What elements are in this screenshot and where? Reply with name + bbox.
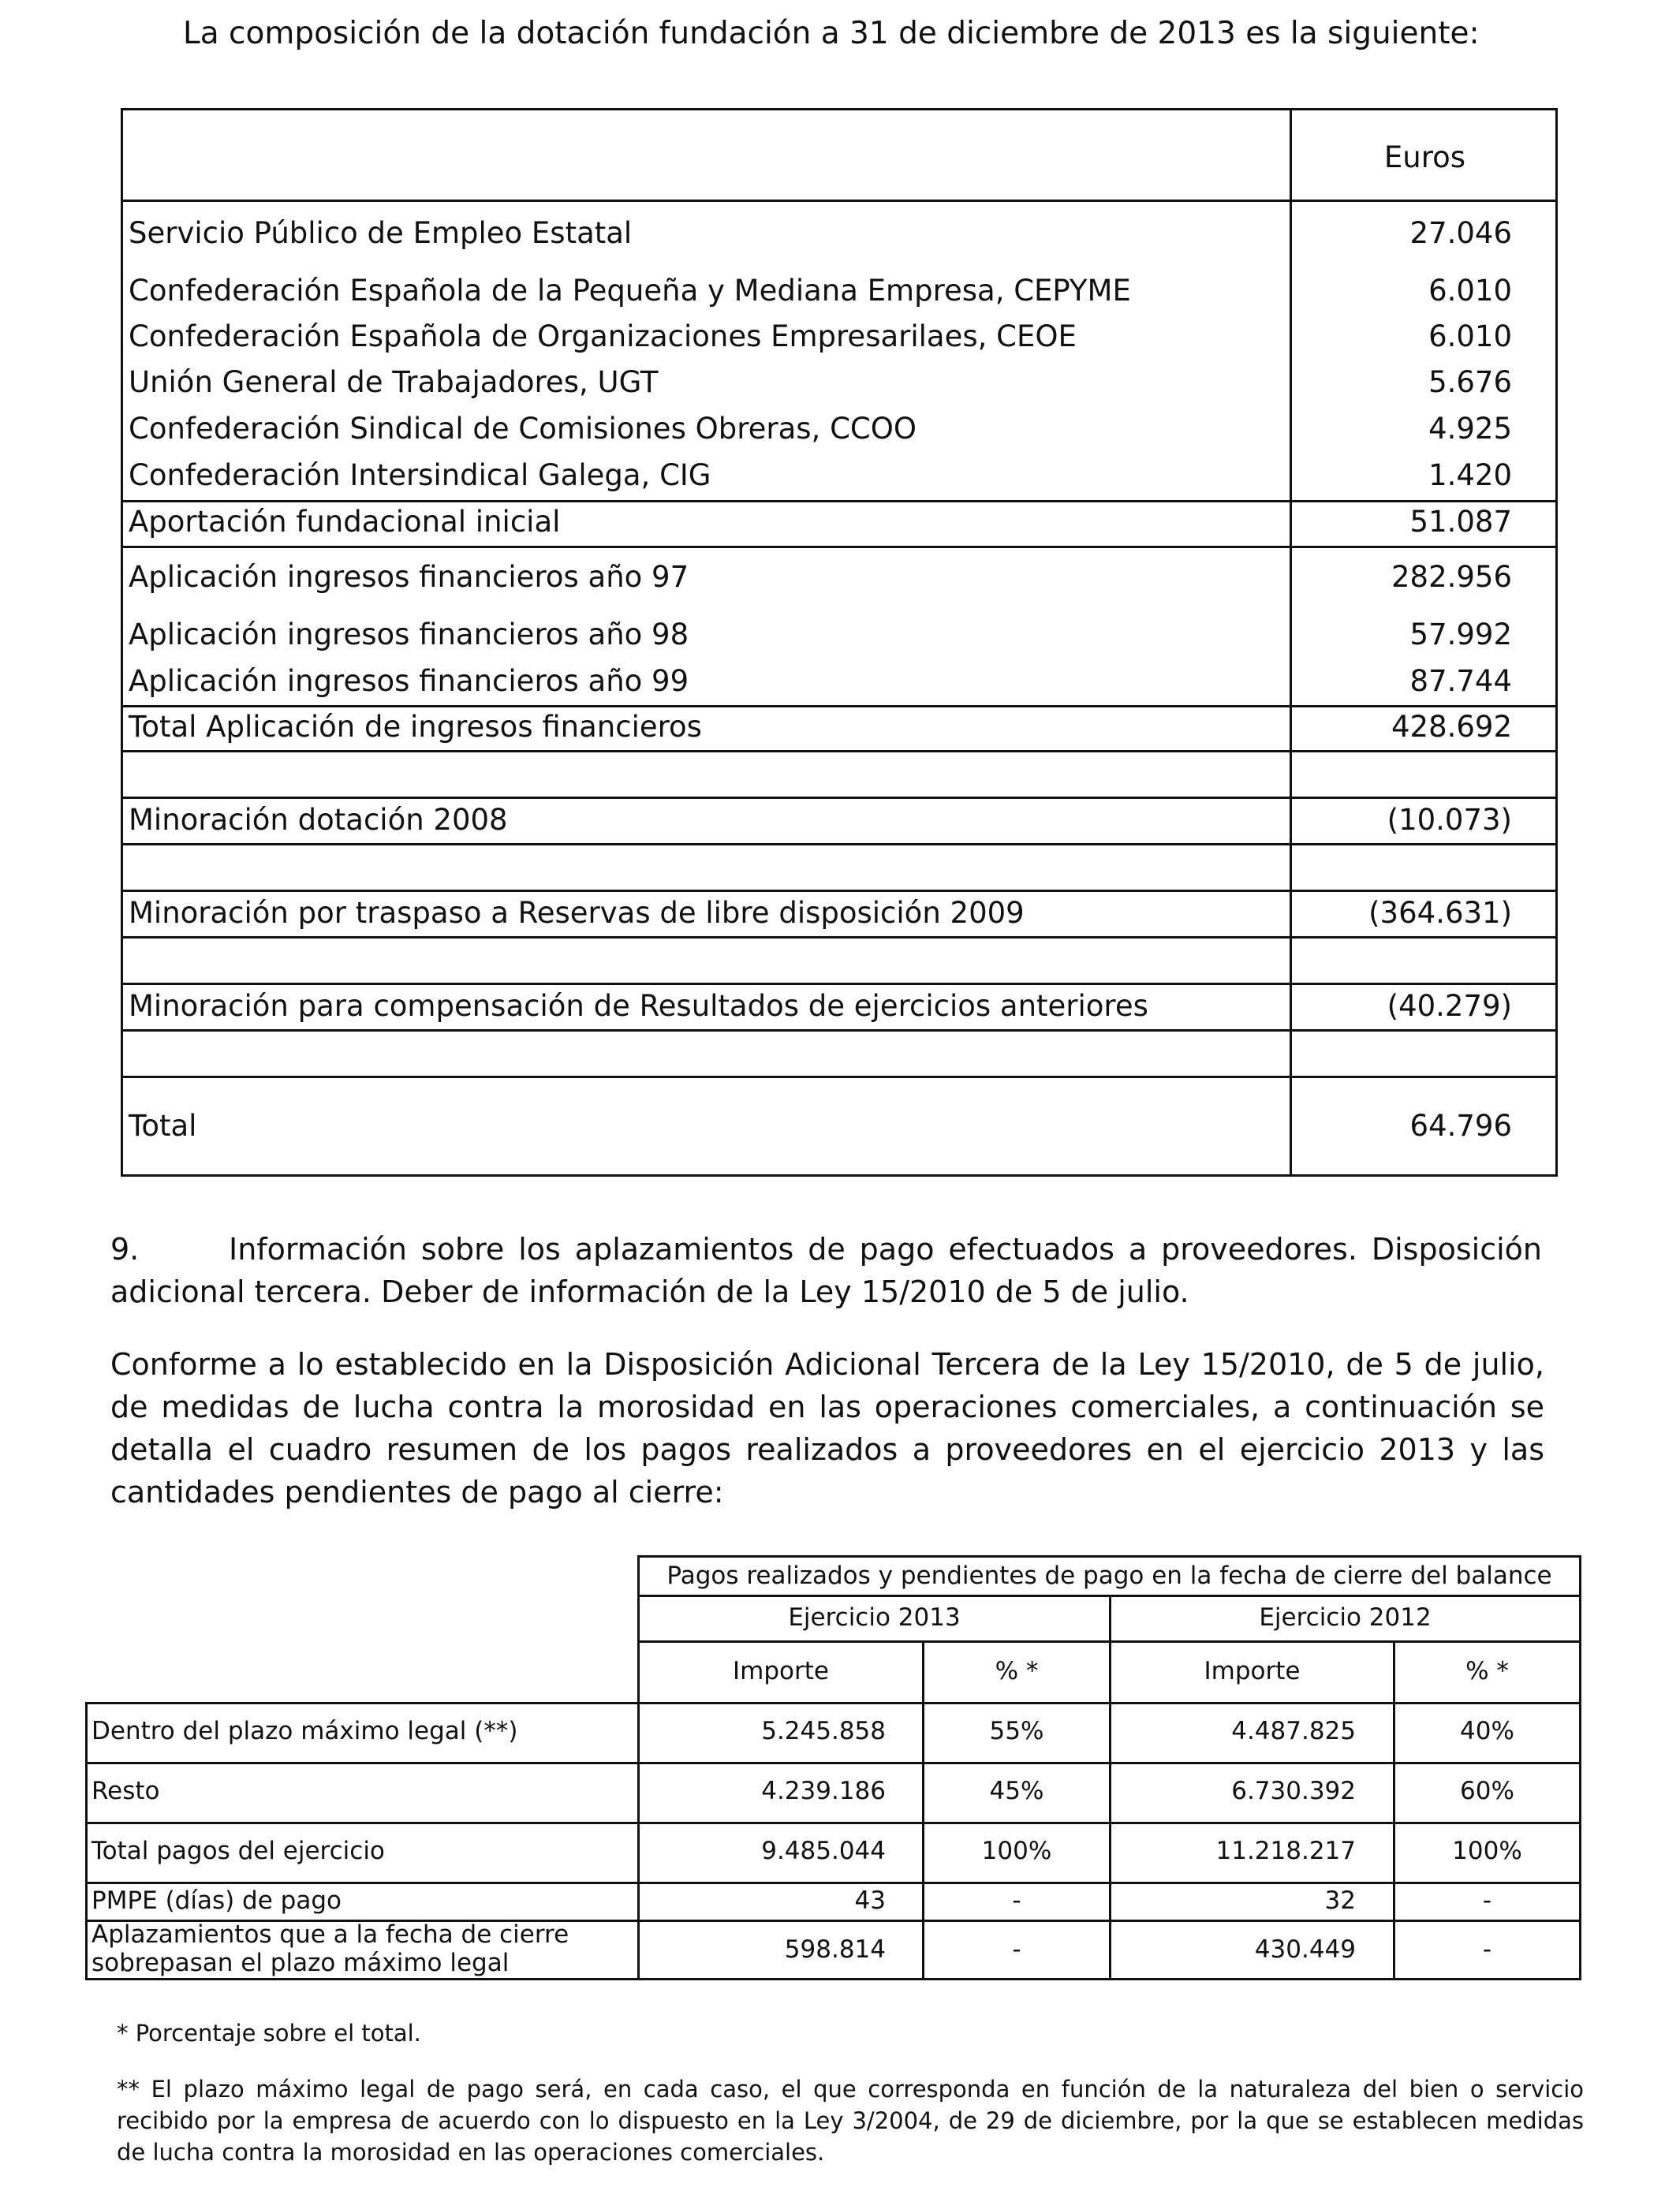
- row-label-line1: Aplazamientos que a la fecha de cierre: [91, 1920, 569, 1949]
- table-row-label: Aplicación ingresos financieros año 98: [129, 618, 689, 651]
- row-label: Resto: [91, 1777, 160, 1805]
- grid-line: [85, 1978, 1581, 1980]
- row-divider: [123, 200, 1555, 202]
- row-divider: [123, 1029, 1555, 1032]
- year-header-2013: Ejercicio 2013: [788, 1603, 961, 1632]
- table-row-label: Confederación Sindical de Comisiones Obreras, CCOO: [129, 412, 917, 446]
- pct-2012: 60%: [1460, 1777, 1514, 1805]
- pct-2012: 40%: [1460, 1717, 1514, 1745]
- table-row-value: 87.744: [1409, 664, 1512, 698]
- row-divider: [123, 750, 1555, 752]
- table-row-label: Minoración dotación 2008: [129, 803, 508, 837]
- footnote-1: * Porcentaje sobre el total.: [117, 2020, 421, 2047]
- table-row-label: Confederación Española de Organizaciones Empresarilaes, CEOE: [129, 319, 1077, 353]
- pct-header: % *: [1465, 1657, 1509, 1685]
- grid-line: [637, 1555, 1581, 1558]
- year-header-2012: Ejercicio 2012: [1259, 1603, 1432, 1632]
- pct-2012: -: [1482, 1886, 1492, 1915]
- pct-2013: 100%: [981, 1837, 1052, 1865]
- table-row-value: 5.676: [1428, 365, 1512, 399]
- grid-line: [85, 1882, 1581, 1884]
- pct-2013: 55%: [989, 1717, 1044, 1745]
- grid-line: [1393, 1640, 1395, 1980]
- table-row-label: Minoración por traspaso a Reservas de libre disposición 2009: [129, 896, 1025, 930]
- pct-2012: -: [1482, 1935, 1492, 1964]
- payments-table: [85, 1555, 1581, 1980]
- table-row-label: Unión General de Trabajadores, UGT: [129, 365, 659, 399]
- dotacion-table: [121, 108, 1558, 1177]
- table-row-value: (40.279): [1387, 989, 1512, 1023]
- grid-line: [922, 1640, 924, 1980]
- section-paragraph: Conforme a lo establecido en la Disposición Adicional Tercera de la Ley 15/2010, de 5 de julio, de medidas de lucha contra la morosidad en las operaciones comerciales, a continuación se detalla el cuadro resumen de los pagos realizados a proveedores en el ejercicio 2013 y las cantidades pendientes de pago al cierre:: [110, 1347, 1544, 1509]
- row-label: PMPE (días) de pago: [91, 1886, 342, 1915]
- intro-text: La composición de la dotación fundación a 31 de diciembre de 2013 es la siguiente:: [183, 16, 1480, 51]
- row-label-line2: sobrepasan el plazo máximo legal: [91, 1949, 510, 1977]
- subtotal-label: Total Aplicación de ingresos financieros: [129, 710, 702, 744]
- section-heading-line1: Información sobre los aplazamientos de pago efectuados a proveedores. Disposición: [229, 1232, 1542, 1267]
- subtotal-label: Aportación fundacional inicial: [129, 505, 561, 539]
- table-title: Pagos realizados y pendientes de pago en la fecha de cierre del balance: [666, 1562, 1552, 1590]
- pct-2013: -: [1012, 1886, 1021, 1915]
- table-row-label: Confederación Intersindical Galega, CIG: [129, 458, 711, 492]
- table-row-value: 1.420: [1428, 458, 1512, 492]
- column-divider: [1290, 110, 1292, 1174]
- importe-2012: 11.218.217: [1215, 1837, 1356, 1865]
- importe-2013: 9.485.044: [761, 1837, 886, 1865]
- table-row-value: 6.010: [1428, 274, 1512, 308]
- importe-2012: 430.449: [1254, 1935, 1356, 1964]
- row-label: Dentro del plazo máximo legal (**): [91, 1717, 518, 1745]
- pct-2013: 45%: [989, 1777, 1044, 1805]
- row-divider: [123, 843, 1555, 845]
- subtotal-value: 428.692: [1391, 710, 1512, 744]
- importe-2012: 6.730.392: [1231, 1777, 1356, 1805]
- importe-header: Importe: [1204, 1657, 1301, 1685]
- section-heading: [110, 1228, 1542, 1313]
- table-row-label: Aplicación ingresos financieros año 97: [129, 560, 689, 594]
- row-label: Total pagos del ejercicio: [91, 1837, 385, 1865]
- section-heading-line2: adicional tercera. Deber de información de la Ley 15/2010 de 5 de julio.: [110, 1274, 1189, 1309]
- grid-line: [85, 1702, 1581, 1704]
- table-row-value: 57.992: [1409, 618, 1512, 651]
- grid-line: [85, 1822, 1581, 1824]
- importe-2013: 43: [854, 1886, 886, 1915]
- importe-2013: 5.245.858: [761, 1717, 886, 1745]
- importe-2013: 4.239.186: [761, 1777, 886, 1805]
- importe-header: Importe: [733, 1657, 829, 1685]
- pct-2012: 100%: [1452, 1837, 1522, 1865]
- pct-2013: -: [1012, 1935, 1021, 1964]
- footnote-2: ** El plazo máximo legal de pago será, en cada caso, el que corresponda en función de la naturaleza del bien o servicio recibido por la empresa de acuerdo con lo dispuesto en la Ley 3/2004, de 29 de diciembre, por la que se establecen medidas de lucha contra la morosidad en las operaciones comerciales.: [117, 2076, 1584, 2166]
- row-divider: [123, 1076, 1555, 1078]
- row-divider: [123, 705, 1555, 707]
- importe-2012: 32: [1324, 1886, 1356, 1915]
- row-divider: [123, 983, 1555, 985]
- subtotal-value: 51.087: [1409, 505, 1512, 539]
- row-divider: [123, 546, 1555, 548]
- grid-line: [85, 1762, 1581, 1764]
- row-divider: [123, 500, 1555, 502]
- total-label: Total: [129, 1109, 197, 1143]
- total-value: 64.796: [1409, 1109, 1512, 1143]
- table-row-value: (364.631): [1368, 896, 1512, 930]
- table-row-value: 27.046: [1409, 216, 1512, 250]
- importe-2013: 598.814: [784, 1935, 886, 1964]
- table-row-label: Minoración para compensación de Resultados de ejercicios anteriores: [129, 989, 1148, 1023]
- table-row-value: 6.010: [1428, 319, 1512, 353]
- table-row-label: Confederación Española de la Pequeña y Mediana Empresa, CEPYME: [129, 274, 1131, 308]
- importe-2012: 4.487.825: [1231, 1717, 1356, 1745]
- row-divider: [123, 936, 1555, 939]
- row-divider: [123, 797, 1555, 799]
- table-row-value: 4.925: [1428, 412, 1512, 446]
- section-number: 9.: [110, 1232, 140, 1267]
- table-row-label: Servicio Público de Empleo Estatal: [129, 216, 633, 250]
- row-divider: [123, 890, 1555, 892]
- euros-header: Euros: [1383, 140, 1466, 174]
- table-row-label: Aplicación ingresos financieros año 99: [129, 664, 689, 698]
- grid-line: [85, 1702, 88, 1980]
- pct-header: % *: [995, 1657, 1039, 1685]
- table-row-value: 282.956: [1391, 560, 1512, 594]
- row-label: [91, 1920, 569, 1977]
- table-row-value: (10.073): [1387, 803, 1512, 837]
